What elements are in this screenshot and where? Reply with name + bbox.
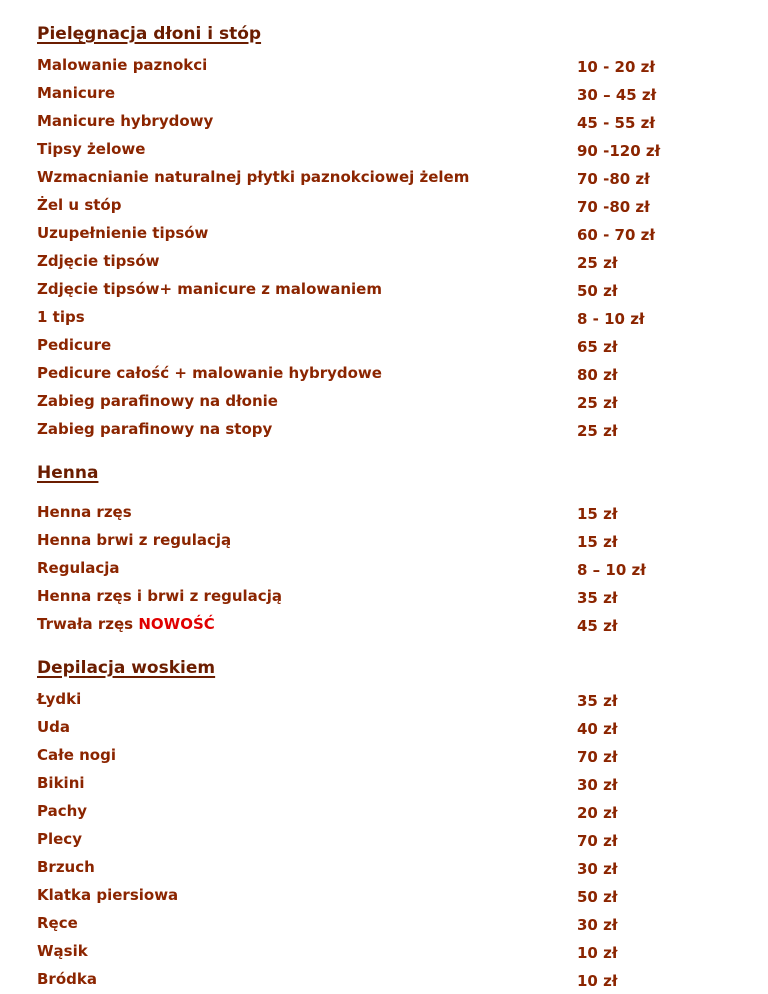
service-name: Pedicure bbox=[37, 336, 112, 354]
service-price: 70 zł bbox=[577, 748, 618, 766]
price-row bbox=[0, 392, 768, 416]
service-price: 10 - 20 zł bbox=[577, 58, 655, 76]
service-price: 40 zł bbox=[577, 720, 618, 738]
service-name: Uzupełnienie tipsów bbox=[37, 224, 209, 242]
service-price: 80 zł bbox=[577, 366, 618, 384]
price-row bbox=[0, 559, 768, 583]
service-name: Pachy bbox=[37, 802, 88, 820]
service-price: 70 -80 zł bbox=[577, 198, 650, 216]
service-price: 45 zł bbox=[577, 617, 618, 635]
service-name: Zabieg parafinowy na stopy bbox=[37, 420, 273, 438]
service-price: 25 zł bbox=[577, 394, 618, 412]
service-price: 8 - 10 zł bbox=[577, 310, 645, 328]
price-row bbox=[0, 503, 768, 527]
service-name: Plecy bbox=[37, 830, 82, 848]
price-row bbox=[0, 615, 768, 639]
service-name: Henna brwi z regulacją bbox=[37, 531, 232, 549]
price-row bbox=[0, 196, 768, 220]
service-price: 35 zł bbox=[577, 589, 618, 607]
price-row bbox=[0, 364, 768, 388]
price-row bbox=[0, 970, 768, 994]
price-row bbox=[0, 252, 768, 276]
price-row bbox=[0, 280, 768, 304]
service-name: Henna rzęs bbox=[37, 503, 132, 521]
price-row bbox=[0, 718, 768, 742]
price-row bbox=[0, 140, 768, 164]
service-price: 30 zł bbox=[577, 860, 618, 878]
price-row bbox=[0, 168, 768, 192]
service-name: Wąsik bbox=[37, 942, 88, 960]
service-name: Henna rzęs i brwi z regulacją bbox=[37, 587, 282, 605]
service-name: Manicure hybrydowy bbox=[37, 112, 214, 130]
service-name: Pedicure całość + malowanie hybrydowe bbox=[37, 364, 382, 382]
price-row bbox=[0, 830, 768, 854]
service-price: 90 -120 zł bbox=[577, 142, 661, 160]
service-price: 30 – 45 zł bbox=[577, 86, 657, 104]
service-name-with-badge bbox=[37, 615, 215, 633]
service-price: 10 zł bbox=[577, 972, 618, 990]
service-price: 15 zł bbox=[577, 505, 618, 523]
service-name: Łydki bbox=[37, 690, 82, 708]
section-title-henna: Henna bbox=[37, 463, 99, 483]
service-name: 1 tips bbox=[37, 308, 85, 326]
service-name: Manicure bbox=[37, 84, 116, 102]
service-name: Wzmacnianie naturalnej płytki paznokciowej żelem bbox=[37, 168, 470, 186]
service-name: Tipsy żelowe bbox=[37, 140, 146, 158]
price-row bbox=[0, 112, 768, 136]
price-row bbox=[0, 56, 768, 80]
service-price: 65 zł bbox=[577, 338, 618, 356]
price-row bbox=[0, 858, 768, 882]
service-price: 10 zł bbox=[577, 944, 618, 962]
service-name: Klatka piersiowa bbox=[37, 886, 179, 904]
service-name-text: Trwała rzęs bbox=[37, 615, 134, 633]
price-row bbox=[0, 942, 768, 966]
service-price: 25 zł bbox=[577, 422, 618, 440]
service-name: Żel u stóp bbox=[37, 196, 122, 214]
service-name: Ręce bbox=[37, 914, 78, 932]
price-row bbox=[0, 224, 768, 248]
price-row bbox=[0, 914, 768, 938]
service-price: 50 zł bbox=[577, 888, 618, 906]
service-name: Zdjęcie tipsów bbox=[37, 252, 160, 270]
price-row bbox=[0, 84, 768, 108]
service-name: Bródka bbox=[37, 970, 97, 988]
service-price: 60 - 70 zł bbox=[577, 226, 655, 244]
service-name: Całe nogi bbox=[37, 746, 116, 764]
price-row bbox=[0, 531, 768, 555]
price-row bbox=[0, 587, 768, 611]
new-badge: NOWOŚĆ bbox=[138, 615, 215, 633]
service-price: 70 -80 zł bbox=[577, 170, 650, 188]
section-title-hand-foot-care: Pielęgnacja dłoni i stóp bbox=[37, 24, 262, 44]
service-price: 25 zł bbox=[577, 254, 618, 272]
service-price: 8 – 10 zł bbox=[577, 561, 646, 579]
service-name: Malowanie paznokci bbox=[37, 56, 208, 74]
service-name: Bikini bbox=[37, 774, 85, 792]
section-title-waxing: Depilacja woskiem bbox=[37, 658, 216, 678]
price-row bbox=[0, 420, 768, 444]
service-price: 45 - 55 zł bbox=[577, 114, 655, 132]
service-price: 20 zł bbox=[577, 804, 618, 822]
price-row bbox=[0, 690, 768, 714]
price-row bbox=[0, 746, 768, 770]
price-row bbox=[0, 308, 768, 332]
price-row bbox=[0, 774, 768, 798]
service-name: Zdjęcie tipsów+ manicure z malowaniem bbox=[37, 280, 382, 298]
price-row bbox=[0, 336, 768, 360]
price-row bbox=[0, 802, 768, 826]
service-price: 35 zł bbox=[577, 692, 618, 710]
service-name: Brzuch bbox=[37, 858, 95, 876]
service-name: Zabieg parafinowy na dłonie bbox=[37, 392, 278, 410]
price-row bbox=[0, 886, 768, 910]
service-price: 70 zł bbox=[577, 832, 618, 850]
service-price: 15 zł bbox=[577, 533, 618, 551]
service-price: 30 zł bbox=[577, 916, 618, 934]
service-name: Regulacja bbox=[37, 559, 120, 577]
service-name: Uda bbox=[37, 718, 71, 736]
service-price: 30 zł bbox=[577, 776, 618, 794]
service-price: 50 zł bbox=[577, 282, 618, 300]
